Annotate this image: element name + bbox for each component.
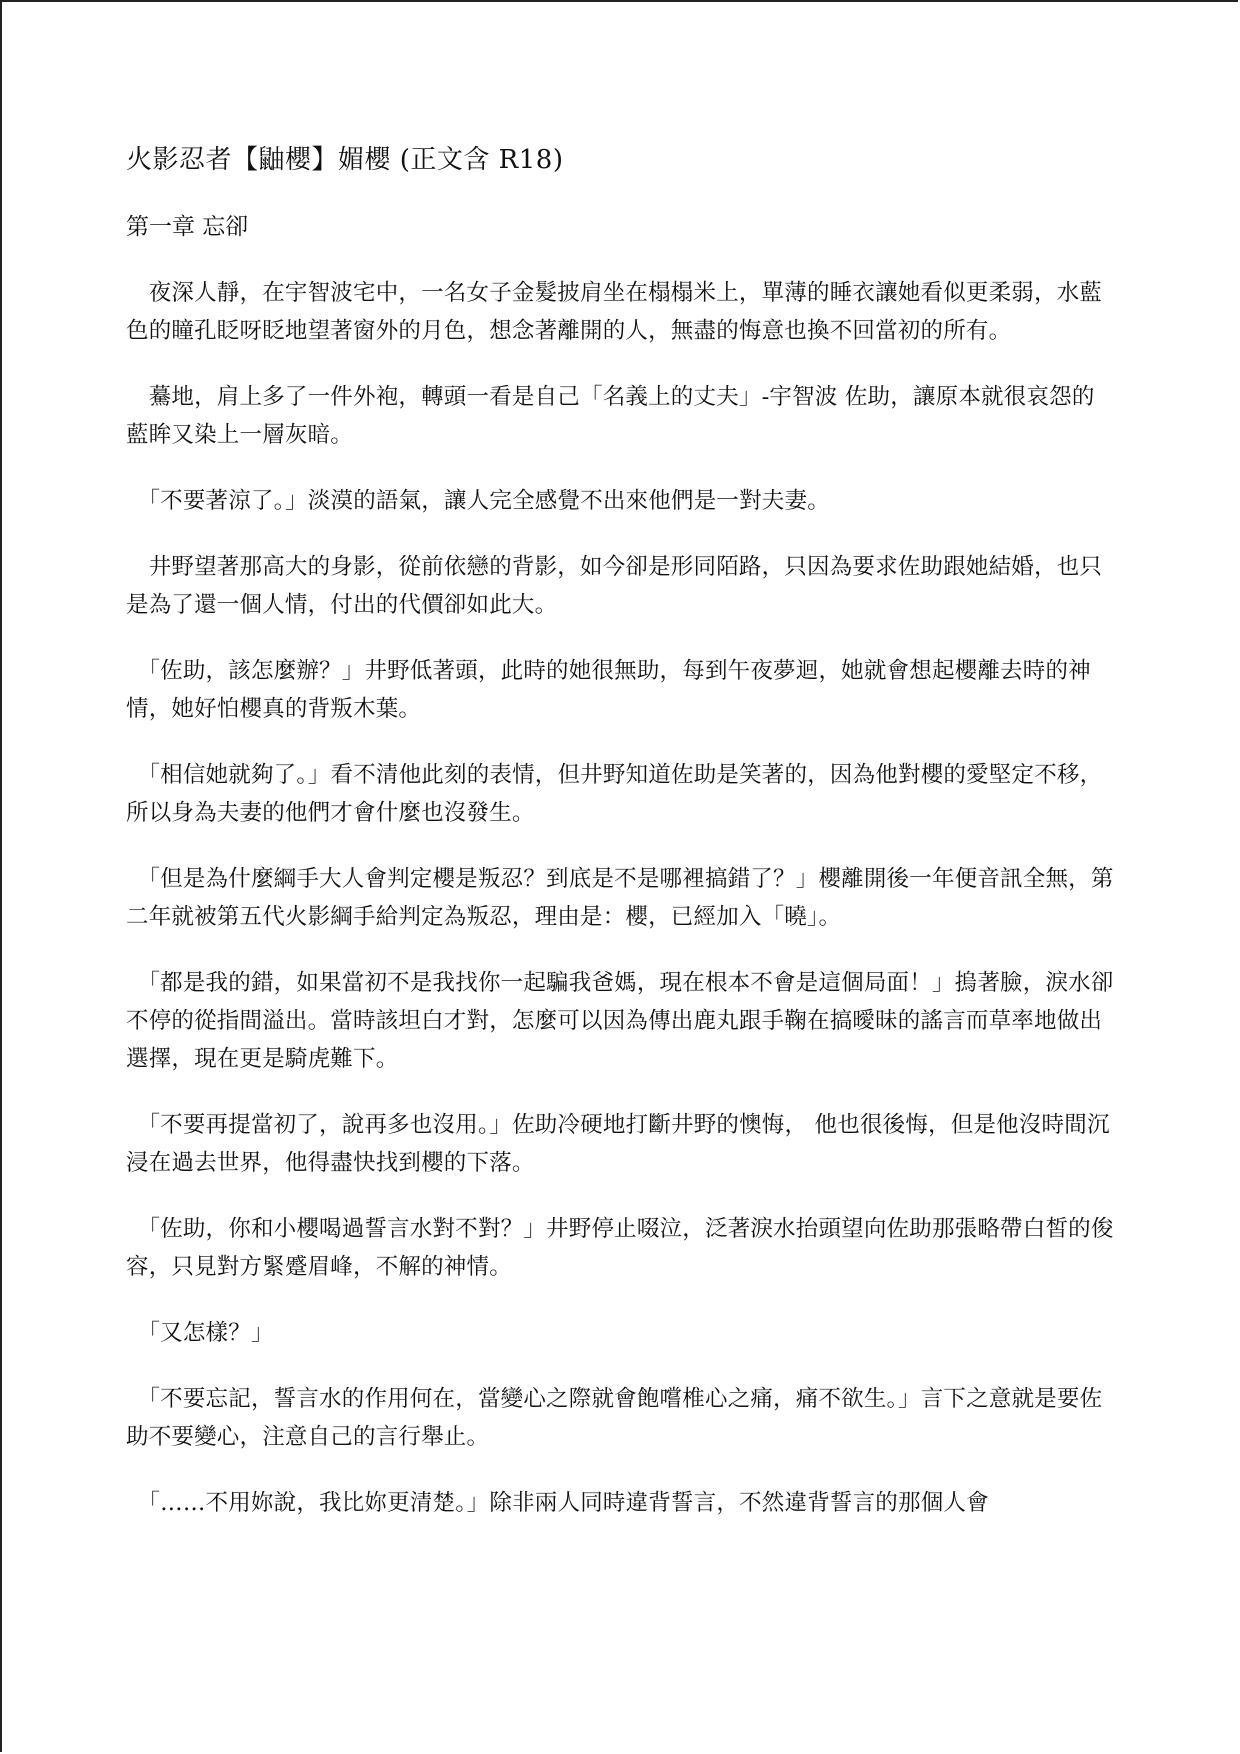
paragraph-7: 「但是為什麼綱手大人會判定櫻是叛忍？到底是不是哪裡搞錯了？」櫻離開後一年便音訊全無，第二年就被第五代火影綱手給判定為叛忍，理由是：櫻，已經加入「曉」。 xyxy=(126,866,1114,930)
paragraph-13: 「……不用妳說，我比妳更清楚。」除非兩人同時違背誓言，不然違背誓言的那個人會 xyxy=(126,1490,989,1516)
paragraph-5: 「佐助，該怎麼辦？」井野低著頭，此時的她很無助，每到午夜夢迴，她就會想起櫻離去時的神情，她好怕櫻真的背叛木葉。 xyxy=(126,658,1091,722)
chapter-title: 第一章 忘卻 xyxy=(126,214,249,240)
document-title: 火影忍者【鼬櫻】媚櫻 (正文含 R18) xyxy=(126,145,564,175)
paragraph-2: 驀地，肩上多了一件外袍，轉頭一看是自己「名義上的丈夫」-宇智波 佐助，讓原本就很哀怨的藍眸又染上一層灰暗。 xyxy=(126,384,1095,448)
paragraph-12: 「不要忘記，誓言水的作用何在，當變心之際就會飽嚐椎心之痛，痛不欲生。」言下之意就是要佐助不要變心，注意自己的言行舉止。 xyxy=(126,1386,1103,1450)
paragraph-1: 夜深人靜，在宇智波宅中，一名女子金髮披肩坐在榻榻米上，單薄的睡衣讓她看似更柔弱，水藍色的瞳孔眨呀眨地望著窗外的月色，想念著離開的人，無盡的悔意也換不回當初的所有。 xyxy=(126,280,1103,344)
paragraph-6: 「相信她就夠了。」看不清他此刻的表情，但井野知道佐助是笑著的，因為他對櫻的愛堅定不移，所以身為夫妻的他們才會什麼也沒發生。 xyxy=(126,762,1103,826)
paragraph-4: 井野望著那高大的身影，從前依戀的背影，如今卻是形同陌路，只因為要求佐助跟她結婚，也只是為了還一個人情，付出的代價卻如此大。 xyxy=(126,554,1103,618)
paragraph-3: 「不要著涼了。」淡漠的語氣，讓人完全感覺不出來他們是一對夫妻。 xyxy=(126,488,830,514)
paragraph-10: 「佐助，你和小櫻喝過誓言水對不對？」井野停止啜泣，泛著淚水抬頭望向佐助那張略帶白皙的俊容，只見對方緊蹙眉峰，不解的神情。 xyxy=(126,1216,1114,1280)
paragraph-9: 「不要再提當初了，說再多也沒用。」佐助冷硬地打斷井野的懊悔， 他也很後悔，但是他沒時間沉浸在過去世界，他得盡快找到櫻的下落。 xyxy=(126,1112,1110,1176)
document-content xyxy=(126,142,1116,1550)
paragraph-11: 「又怎樣？」 xyxy=(126,1320,274,1346)
paragraph-8: 「都是我的錯，如果當初不是我找你一起騙我爸媽，現在根本不會是這個局面！」摀著臉，淚水卻不停的從指間溢出。當時該坦白才對，怎麼可以因為傳出鹿丸跟手鞠在搞曖昧的謠言而草率地做出選擇，現在更是騎虎難下。 xyxy=(126,970,1114,1072)
